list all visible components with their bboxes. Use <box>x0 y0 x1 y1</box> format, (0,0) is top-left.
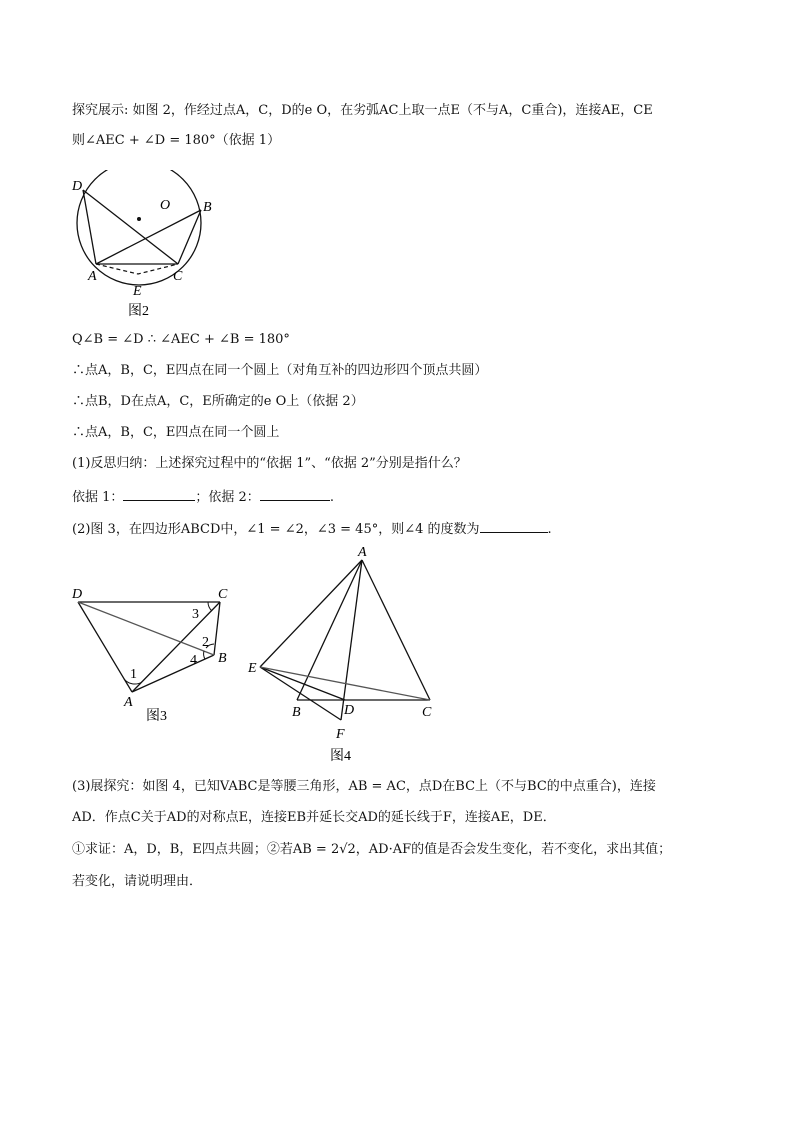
text-line-12: ①求证：A，D，B，E四点共圆；②若AB = 2√2，AD·AF的值是否会发生变化，若不变化，求出其值； <box>72 842 672 857</box>
label-e: E <box>248 661 257 676</box>
label-b: B <box>218 651 227 666</box>
label-b: B <box>292 705 301 720</box>
q2-answer-blank[interactable] <box>480 518 548 533</box>
text-line-4: ∴点A，B，C，E四点在同一个圆上（对角互补的四边形四个顶点共圆） <box>72 363 488 378</box>
figure-4 <box>244 540 444 765</box>
segment-ad <box>78 602 132 692</box>
angle-3-arc <box>208 602 212 611</box>
basis-1-blank[interactable] <box>123 486 195 501</box>
segment-bc <box>178 210 201 264</box>
text-line-9 <box>72 518 552 540</box>
segment-ac <box>362 560 430 700</box>
angle-4-label: 4 <box>190 653 197 668</box>
q2-text: (2)图 3，在四边形ABCD中，∠1 = ∠2，∠3 = 45°，则∠4 的度数为 <box>72 522 480 537</box>
circle-o <box>77 170 201 285</box>
text-line-8 <box>72 486 334 508</box>
text-line-11: AD．作点C关于AD的对称点E，连接EB并延长交AD的延长线于F，连接AE，DE． <box>72 810 556 825</box>
angle-2-label: 2 <box>202 635 209 650</box>
segment-ab <box>96 210 201 264</box>
text-line-2: 则∠AEC + ∠D = 180°（依据 1） <box>72 133 281 148</box>
angle-3-label: 3 <box>192 607 199 622</box>
label-d: D <box>72 587 83 602</box>
label-c: C <box>173 269 183 284</box>
figure-2 <box>66 170 226 325</box>
text-line-10: (3)展探究：如图 4，已知VABC是等腰三角形，AB = AC，点D在BC上（不与BC的中点重合)，连接 <box>72 779 656 794</box>
label-a: A <box>124 695 133 710</box>
figure-2-caption: 图2 <box>128 304 149 319</box>
segment-cb <box>214 602 220 655</box>
figure-3-caption: 图3 <box>146 709 167 724</box>
basis-1-label: 依据 1： <box>72 490 124 505</box>
q2-end: . <box>547 522 552 537</box>
dashed-ae-ec <box>96 264 178 274</box>
text-line-13: 若变化，请说明理由． <box>72 874 203 889</box>
segment-ae <box>260 560 362 667</box>
figure-3 <box>66 580 246 730</box>
figure-4-caption: 图4 <box>330 749 351 764</box>
text-line-6: ∴点A，B，C，E四点在同一个圆上 <box>72 425 280 440</box>
label-d: D <box>344 703 355 718</box>
segment-ba <box>132 655 214 692</box>
label-a: A <box>358 545 367 560</box>
label-c: C <box>422 705 432 720</box>
text-line-7: (1)反思归纳：上述探究过程中的“依据 1”、“依据 2”分别是指什么？ <box>72 456 467 471</box>
text-line-1: 探究展示: 如图 2，作经过点A，C，D的e O，在劣弧AC上取一点E（不与A，C重合)，连接AE，CE <box>72 103 653 118</box>
label-f: F <box>336 727 345 742</box>
angle-4-arc <box>204 651 205 659</box>
label-b: B <box>203 200 212 215</box>
text-line-5: ∴点B，D在点A，C，E所确定的e O上（依据 2） <box>72 394 364 409</box>
basis-2-blank[interactable] <box>260 486 330 501</box>
angle-1-label: 1 <box>130 667 137 682</box>
basis-2-label: ；依据 2： <box>195 490 260 505</box>
label-a: A <box>88 269 97 284</box>
label-o: O <box>160 198 171 213</box>
text-line-3: Q∠B = ∠D ∴ ∠AEC + ∠B = 180° <box>72 332 290 347</box>
label-d: D <box>72 179 83 194</box>
label-c: C <box>218 587 228 602</box>
basis-end: . <box>329 490 334 505</box>
label-e: E <box>133 284 142 299</box>
center-dot <box>137 217 141 221</box>
